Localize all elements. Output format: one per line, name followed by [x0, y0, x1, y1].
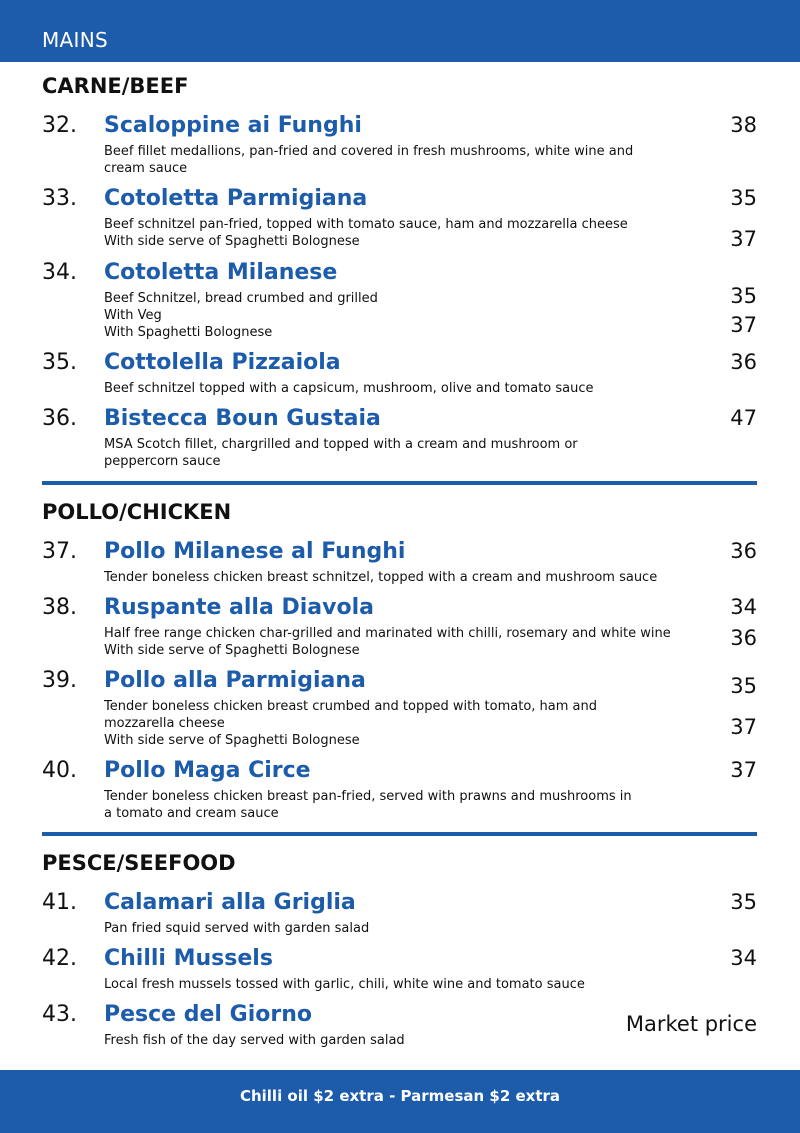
item-price: 35 — [730, 674, 757, 698]
item-number: 37. — [42, 539, 77, 564]
section-divider — [42, 832, 757, 836]
item-description — [104, 436, 714, 470]
item-name: Cotoletta Milanese — [104, 260, 338, 285]
description-line: mozzarella cheese — [104, 716, 225, 731]
section-heading: PESCE/SEEFOOD — [42, 851, 236, 875]
item-price: 35 — [730, 890, 757, 914]
footer-note: Chilli oil $2 extra - Parmesan $2 extra — [239, 1087, 561, 1105]
item-number: 43. — [42, 1002, 77, 1027]
item-number: 35. — [42, 350, 77, 375]
item-price: 35 — [730, 284, 757, 308]
description-line: Local fresh mussels tossed with garlic, chili, white wine and tomato sauce — [104, 977, 585, 992]
item-price: 36 — [730, 539, 757, 563]
item-price: Market price — [625, 1012, 757, 1036]
item-price: 34 — [730, 595, 757, 619]
item-name: Pollo alla Parmigiana — [104, 668, 366, 693]
item-price-option: 37 — [730, 227, 757, 251]
item-price-option: 36 — [730, 626, 757, 650]
item-number: 39. — [42, 668, 77, 693]
item-price: 47 — [730, 406, 757, 430]
description-line: MSA Scotch fillet, chargrilled and topped with a cream and mushroom or — [104, 437, 578, 452]
description-line: Beef fillet medallions, pan-fried and covered in fresh mushrooms, white wine and — [104, 144, 634, 159]
item-price: 37 — [730, 758, 757, 782]
item-description — [104, 698, 714, 749]
item-description — [104, 216, 714, 250]
description-line: Fresh fish of the day served with garden salad — [104, 1033, 405, 1048]
item-number: 36. — [42, 406, 77, 431]
description-line: cream sauce — [104, 161, 188, 176]
item-name: Cotoletta Parmigiana — [104, 186, 368, 211]
item-description — [104, 290, 714, 341]
description-line: Tender boneless chicken breast crumbed and topped with tomato, ham and — [104, 699, 598, 714]
item-name: Chilli Mussels — [104, 946, 273, 971]
description-line: peppercorn sauce — [104, 454, 221, 469]
section-heading: CARNE/BEEF — [42, 74, 189, 98]
description-line: Tender boneless chicken breast pan-fried, served with prawns and mushrooms in — [104, 789, 632, 804]
item-description — [104, 788, 714, 822]
header-bar — [0, 0, 800, 62]
description-line: Beef schnitzel topped with a capsicum, mushroom, olive and tomato sauce — [104, 381, 594, 396]
item-number: 33. — [42, 186, 77, 211]
item-price-option: 37 — [730, 715, 757, 739]
item-name: Cottolella Pizzaiola — [104, 350, 341, 375]
item-name: Pesce del Giorno — [104, 1002, 312, 1027]
description-line: With side serve of Spaghetti Bolognese — [104, 733, 360, 748]
description-line: Pan fried squid served with garden salad — [104, 921, 370, 936]
footer-bar — [0, 1070, 800, 1133]
item-number: 34. — [42, 260, 77, 285]
description-line: With side serve of Spaghetti Bolognese — [104, 234, 360, 249]
item-description — [104, 920, 714, 937]
description-line: Tender boneless chicken breast schnitzel, topped with a cream and mushroom sauce — [104, 570, 658, 585]
section-divider — [42, 481, 757, 485]
description-line: With side serve of Spaghetti Bolognese — [104, 643, 360, 658]
section-heading: POLLO/CHICKEN — [42, 500, 232, 524]
description-line: Beef schnitzel pan-fried, topped with tomato sauce, ham and mozzarella cheese — [104, 217, 628, 232]
item-name: Bistecca Boun Gustaia — [104, 406, 381, 431]
item-price: 34 — [730, 946, 757, 970]
item-description — [104, 143, 714, 177]
item-price: 36 — [730, 350, 757, 374]
item-name: Scaloppine ai Funghi — [104, 113, 362, 138]
item-number: 42. — [42, 946, 77, 971]
description-line: With Veg — [104, 308, 162, 323]
page-title: MAINS — [42, 28, 108, 52]
item-name: Ruspante alla Diavola — [104, 595, 374, 620]
item-number: 40. — [42, 758, 77, 783]
description-line: Beef Schnitzel, bread crumbed and grilled — [104, 291, 378, 306]
description-line: a tomato and cream sauce — [104, 806, 279, 821]
item-price: 38 — [730, 113, 757, 137]
item-name: Calamari alla Griglia — [104, 890, 356, 915]
description-line: Half free range chicken char-grilled and marinated with chilli, rosemary and white wine — [104, 626, 671, 641]
item-price: 35 — [730, 186, 757, 210]
description-line: With Spaghetti Bolognese — [104, 325, 273, 340]
item-number: 41. — [42, 890, 77, 915]
item-description — [104, 1032, 714, 1049]
item-number: 32. — [42, 113, 77, 138]
item-number: 38. — [42, 595, 77, 620]
item-description — [104, 380, 714, 397]
item-price-option: 37 — [730, 313, 757, 337]
item-name: Pollo Milanese al Funghi — [104, 539, 406, 564]
item-description — [104, 625, 714, 659]
item-name: Pollo Maga Circe — [104, 758, 311, 783]
item-description — [104, 976, 714, 993]
item-description — [104, 569, 714, 586]
